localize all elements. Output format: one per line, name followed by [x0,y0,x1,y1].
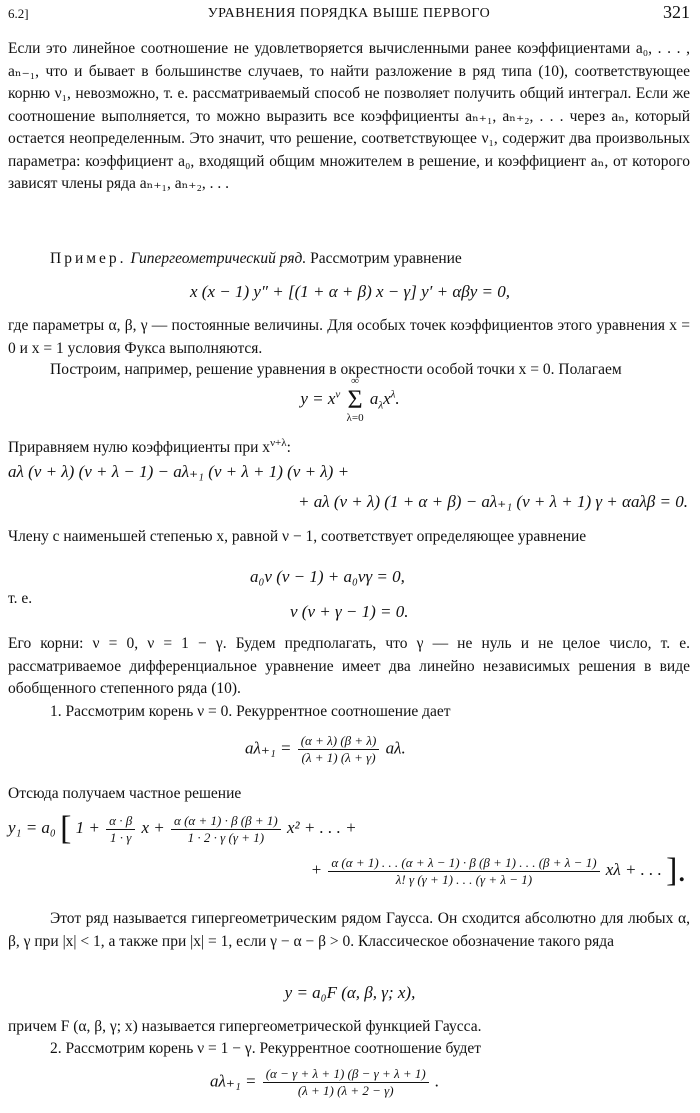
page-number: 321 [663,2,690,22]
equation-recurrence-2: aλ₊₁ = $\frac{(\alpha - \gamma + \lambda + 1) (\beta - \gamma + \lambda + 1)}{(\lambda + 1) (\lambda + 2 - \gamma)}$ . [210,1066,440,1098]
example-rest: Рассмотрим уравнение [310,250,462,267]
example-heading [8,248,690,270]
recurrence-fraction: $\frac{(\alpha + \lambda) (\beta + \lambda)}{(\lambda + 1) (\lambda + \gamma)}$ [298,733,380,766]
paragraph-4: Приравняем нулю коэффициенты при $x^{\nu+\lambda}$: [8,437,291,457]
equation-coefficients-line2: + aλ (ν + λ) (1 + α + β) − aλ₊₁ (ν + λ + 1) γ + αaλβ = 0. [298,492,688,511]
equation-indicial: a₀ν (ν − 1) + a₀νγ = 0, [250,567,405,586]
paragraph-10: причем F (α, β, γ; x) называется гипергеометрической функцией Гаусса. [8,1018,482,1035]
equation-roots: ν (ν + γ − 1) = 0. [290,602,409,621]
te-label: т. е. [8,590,33,607]
section-number: 6.2] [8,6,29,21]
paragraph-9: Этот ряд называется гипергеометрическим рядом Гаусса. Он сходится абсолютно для любых α, β, γ при |x| < 1, а также при |x| = 1, если γ − α − β > 0. Классическое обозначение такого ряда [8,910,690,950]
equation-recurrence-1: aλ₊₁ = $\frac{(\alpha + \lambda) (\beta + \lambda)}{(\lambda + 1) (\lambda + \gamma)}$ aλ. [245,733,406,765]
paragraph-7: 1. Рассмотрим корень ν = 0. Рекуррентное соотношение дает [50,703,451,720]
paragraph-8: Отсюда получаем частное решение [8,785,242,802]
paragraph-6: Его корни: ν = 0, ν = 1 − γ. Будем предполагать, что γ — не нуль и не целое число, т. е. рассматриваемое дифференциальное уравнение имеет два линейно независимых решения в виде обобщенного степенного ряда (10). [8,635,690,697]
paragraph-3: Построим, например, решение уравнения в окрестности особой точки x = 0. Полагаем [50,361,622,378]
equation-solution-line1: y₁ = a₀ [ 1 + $\frac{\alpha \cdot \beta}{1 \cdot \gamma}$ x + $\frac{\alpha (\alpha + 1) \cdot \beta (\beta + 1)}{1 \cdot 2 \cdot \gamma (\gamma + 1)}$ x² + . . . + [8,810,357,847]
equation-gauss-function: y = a₀F (α, β, γ; x), [284,983,416,1002]
paragraph-5: Члену с наименьшей степенью x, равной ν − 1, соответствует определяющее уравнение [8,528,587,545]
sum-symbol: ∞ Σ λ=0 [346,375,364,424]
paragraph-1: Если это линейное соотношение не удовлетворяется вычисленными ранее коэффициентами a₀, . . . , aₙ₋₁, что и бывает в большинстве случаев, то найти разложение в ряд типа (10), соответствующее корню ν₁, невозможно, т. е. рассматриваемый способ не позволяет получить общий интеграл. Если же соотношение выполняется, то можно выразить все коэффициенты aₙ₊₁, aₙ₊₂, . . . через aₙ, который остается неопределенным. Это значит, что решение, соответствующее ν₁, содержит два произвольных параметра: коэффициент a₀, входящий общим множителем в решение, и коэффициент aₙ, от которого зависят члены ряда aₙ₊₁, aₙ₊₂, . . . [8,40,690,192]
example-title: Гипергеометрический ряд. [130,250,307,267]
equation-coefficients-line1: aλ (ν + λ) (ν + λ − 1) − aλ₊₁ (ν + λ + 1) (ν + λ) + [8,462,350,481]
equation-hypergeometric: x (x − 1) y″ + [(1 + α + β) x − γ] y′ + αβy = 0, [190,282,510,301]
example-label: Пример. [50,250,127,267]
paragraph-11: 2. Рассмотрим корень ν = 1 − γ. Рекуррентное соотношение будет [50,1040,482,1057]
page-header [8,2,690,26]
running-title: УРАВНЕНИЯ ПОРЯДКА ВЫШЕ ПЕРВОГО [207,6,491,21]
equation-series-ansatz: $y = x^\nu$ ∞ Σ λ=0 $a_\lambda x^\lambda$. [300,375,400,424]
equation-solution-line2: + $\frac{\alpha (\alpha + 1) . . . (\alpha + \lambda - 1) \cdot \beta (\beta + 1) . . . (\beta + \lambda - 1)}{\lambda! \gamma (\gamma + 1) . . . (\gamma + \lambda - 1)}$ xλ + . . . ]. [310,852,686,889]
paragraph-2: где параметры α, β, γ — постоянные величины. Для особых точек коэффициентов этого уравнения x = 0 и x = 1 условия Фукса выполняются. [8,317,690,357]
